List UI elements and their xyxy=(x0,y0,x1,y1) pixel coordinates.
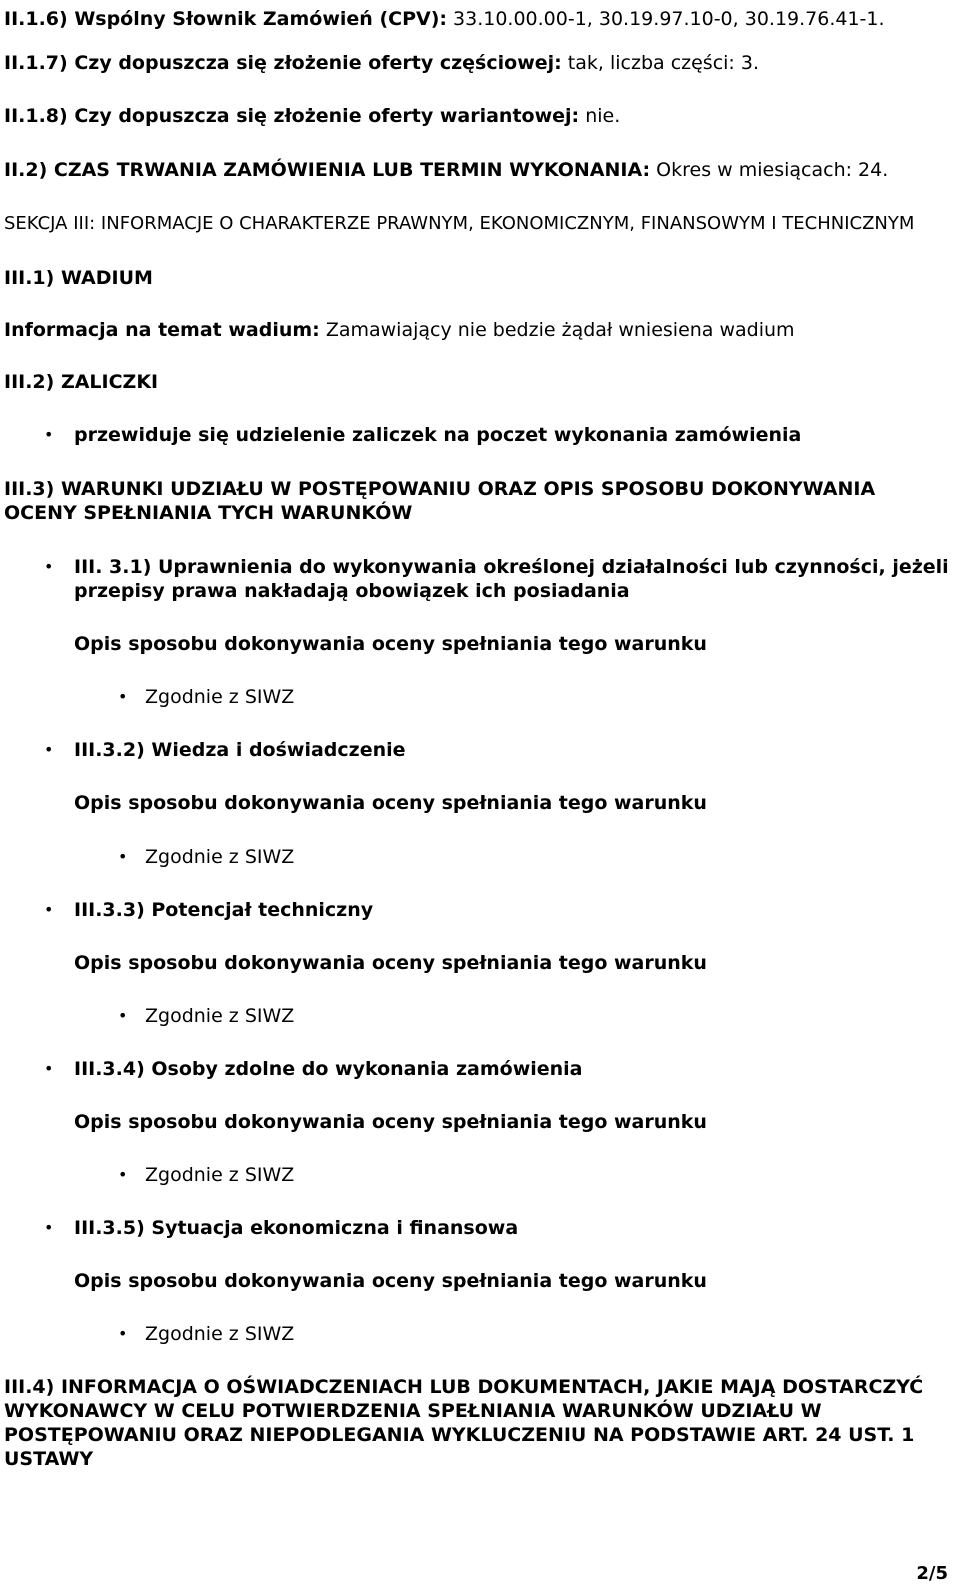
duration-label: II.2) CZAS TRWANIA ZAMÓWIENIA LUB TERMIN WYKONANIA: xyxy=(4,159,651,181)
zaliczki-heading: III.2) ZALICZKI xyxy=(4,371,159,393)
page-number: 2/5 xyxy=(916,1563,948,1584)
wadium-label: Informacja na temat wadium: xyxy=(4,319,320,341)
condition-desc: Opis sposobu dokonywania oceny spełniania tego warunku xyxy=(74,633,707,655)
condition-title: III.3.2) Wiedza i doświadczenie xyxy=(74,739,406,761)
partial-offer-value: tak, liczba części: 3. xyxy=(567,52,759,74)
condition-value: Zgodnie z SIWZ xyxy=(145,686,295,708)
bullet-icon: • xyxy=(118,687,128,706)
cpv-label: II.1.6) Wspólny Słownik Zamówień (CPV): xyxy=(4,8,447,30)
section-3-title: SEKCJA III: INFORMACJE O CHARAKTERZE PRAWNYM, EKONOMICZNYM, FINANSOWYM I TECHNICZNYM xyxy=(4,213,915,234)
bullet-icon: • xyxy=(44,1059,54,1078)
bullet-icon: • xyxy=(118,1006,128,1025)
cpv-value: 33.10.00.00-1, 30.19.97.10-0, 30.19.76.41-1. xyxy=(453,8,885,30)
condition-desc: Opis sposobu dokonywania oceny spełniania tego warunku xyxy=(74,952,707,974)
warunki-heading: III.3) WARUNKI UDZIAŁU W POSTĘPOWANIU ORAZ OPIS SPOSOBU DOKONYWANIA OCENY SPEŁNIANIA TYCH WARUNKÓW xyxy=(4,478,876,524)
bullet-icon: • xyxy=(44,1218,54,1237)
variant-offer-value: nie. xyxy=(585,105,621,127)
wadium-line xyxy=(4,318,795,342)
bullet-icon: • xyxy=(44,557,54,576)
condition-desc: Opis sposobu dokonywania oceny spełniania tego warunku xyxy=(74,1111,707,1133)
partial-offer-label: II.1.7) Czy dopuszcza się złożenie oferty częściowej: xyxy=(4,52,562,74)
variant-offer-line xyxy=(4,104,620,128)
bullet-icon: • xyxy=(44,900,54,919)
condition-title: III.3.5) Sytuacja ekonomiczna i finansowa xyxy=(74,1217,519,1239)
documents-heading: III.4) INFORMACJA O OŚWIADCZENIACH LUB DOKUMENTACH, JAKIE MAJĄ DOSTARCZYĆ WYKONAWCY W CELU POTWIERDZENIA SPEŁNIANIA WARUNKÓW UDZIAŁU W POSTĘPOWANIU ORAZ NIEPODLEGANIA WYKLUCZENIU NA PODSTAWIE ART. 24 UST. 1 USTAWY xyxy=(4,1376,924,1470)
wadium-value: Zamawiający nie bedzie żądał wniesiena wadium xyxy=(325,319,795,341)
bullet-icon: • xyxy=(118,847,128,866)
variant-offer-label: II.1.8) Czy dopuszcza się złożenie oferty wariantowej: xyxy=(4,105,580,127)
condition-desc: Opis sposobu dokonywania oceny spełniania tego warunku xyxy=(74,1270,707,1292)
zaliczki-item: przewiduje się udzielenie zaliczek na poczet wykonania zamówienia xyxy=(74,424,802,446)
condition-value: Zgodnie z SIWZ xyxy=(145,846,295,868)
condition-title-cont: przepisy prawa nakładają obowiązek ich posiadania xyxy=(74,580,630,602)
bullet-icon: • xyxy=(118,1165,128,1184)
bullet-icon: • xyxy=(44,740,54,759)
bullet-icon: • xyxy=(118,1324,128,1343)
condition-title: III.3.4) Osoby zdolne do wykonania zamówienia xyxy=(74,1058,583,1080)
wadium-heading: III.1) WADIUM xyxy=(4,267,153,289)
partial-offer-line xyxy=(4,51,759,75)
duration-line xyxy=(4,158,888,182)
condition-title: III. 3.1) Uprawnienia do wykonywania określonej działalności lub czynności, jeżeli xyxy=(74,556,949,578)
condition-value: Zgodnie z SIWZ xyxy=(145,1323,295,1345)
condition-title: III.3.3) Potencjał techniczny xyxy=(74,899,374,921)
condition-value: Zgodnie z SIWZ xyxy=(145,1164,295,1186)
condition-desc: Opis sposobu dokonywania oceny spełniania tego warunku xyxy=(74,792,707,814)
bullet-icon: • xyxy=(44,425,54,444)
condition-value: Zgodnie z SIWZ xyxy=(145,1005,295,1027)
duration-value: Okres w miesiącach: 24. xyxy=(656,159,889,181)
cpv-line xyxy=(4,7,885,31)
